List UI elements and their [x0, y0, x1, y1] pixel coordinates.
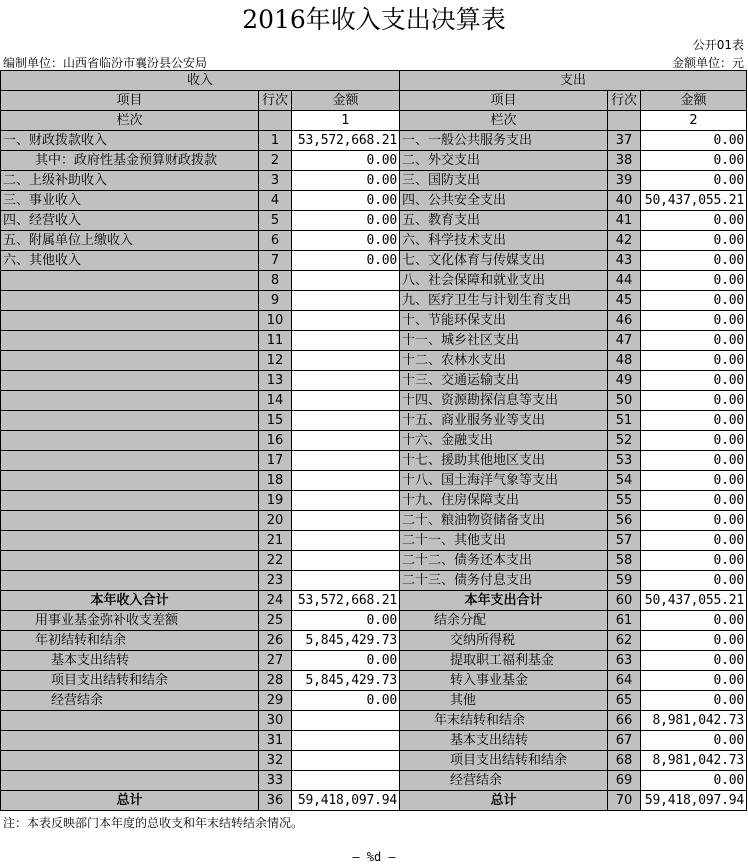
expense-item-cell[interactable]: 提取职工福利基金 [400, 651, 608, 671]
income-column-no[interactable]: 1 [292, 111, 400, 131]
expense-item-cell[interactable]: 九、医疗卫生与计划生育支出 [400, 291, 608, 311]
table-row [1, 331, 747, 351]
table-row [1, 511, 747, 531]
expense-line-header[interactable]: 行次 [608, 91, 641, 111]
income-line-cell[interactable]: 5 [259, 211, 292, 231]
income-line-cell[interactable]: 17 [259, 451, 292, 471]
income-line-cell[interactable]: 31 [259, 731, 292, 751]
income-line-cell[interactable]: 22 [259, 551, 292, 571]
expense-amount-cell[interactable]: 50,437,055.21 [641, 591, 747, 611]
income-line-cell[interactable]: 36 [259, 791, 292, 811]
expense-amount-cell[interactable]: 0.00 [641, 171, 747, 191]
table-row [1, 771, 747, 791]
income-amount-cell[interactable]: 0.00 [292, 211, 400, 231]
income-item-cell[interactable]: 年初结转和结余 [1, 631, 259, 651]
income-line-cell[interactable]: 12 [259, 351, 292, 371]
expense-line-cell[interactable]: 49 [608, 371, 641, 391]
income-line-header[interactable]: 行次 [259, 91, 292, 111]
table-row [1, 171, 747, 191]
table-row [1, 711, 747, 731]
income-line-cell[interactable]: 23 [259, 571, 292, 591]
expense-amount-cell[interactable]: 0.00 [641, 371, 747, 391]
income-amount-cell[interactable] [292, 751, 400, 771]
expense-item-cell[interactable]: 二、外交支出 [400, 151, 608, 171]
income-item-cell[interactable] [1, 391, 259, 411]
income-amount-cell[interactable] [292, 431, 400, 451]
table-row [1, 211, 747, 231]
expense-item-cell[interactable]: 十四、资源勘探信息等支出 [400, 391, 608, 411]
section-header-row [1, 71, 747, 91]
table-row [1, 351, 747, 371]
expense-item-cell[interactable]: 三、国防支出 [400, 171, 608, 191]
table-row [1, 371, 747, 391]
income-amount-cell[interactable] [292, 411, 400, 431]
income-amount-cell[interactable]: 0.00 [292, 611, 400, 631]
expense-line-cell[interactable]: 65 [608, 691, 641, 711]
income-item-header[interactable]: 项目 [1, 91, 259, 111]
table-row [1, 731, 747, 751]
income-line-cell[interactable]: 32 [259, 751, 292, 771]
table-row [1, 551, 747, 571]
income-amount-cell[interactable]: 53,572,668.21 [292, 131, 400, 151]
expense-amount-cell[interactable]: 0.00 [641, 551, 747, 571]
income-amount-cell[interactable] [292, 551, 400, 571]
table-code: 公开01表 [692, 38, 744, 52]
income-amount-cell[interactable] [292, 311, 400, 331]
expense-section-header[interactable]: 支出 [400, 71, 747, 91]
expense-line-cell[interactable]: 48 [608, 351, 641, 371]
expense-amount-cell[interactable]: 0.00 [641, 631, 747, 651]
income-amount-header[interactable]: 金额 [292, 91, 400, 111]
expense-line-cell[interactable]: 38 [608, 151, 641, 171]
income-item-cell[interactable]: 本年收入合计 [1, 591, 259, 611]
income-amount-cell[interactable]: 5,845,429.73 [292, 631, 400, 651]
expense-line-cell[interactable]: 62 [608, 631, 641, 651]
income-amount-cell[interactable]: 0.00 [292, 691, 400, 711]
income-amount-cell[interactable]: 59,418,097.94 [292, 791, 400, 811]
budget-table [0, 70, 747, 811]
expense-item-cell[interactable]: 十、节能环保支出 [400, 311, 608, 331]
income-section-header[interactable]: 收入 [1, 71, 400, 91]
income-item-cell[interactable] [1, 331, 259, 351]
income-line-cell[interactable]: 26 [259, 631, 292, 651]
income-line-cell[interactable]: 14 [259, 391, 292, 411]
expense-item-cell[interactable]: 交纳所得税 [400, 631, 608, 651]
expense-item-cell[interactable]: 其他 [400, 691, 608, 711]
table-row [1, 231, 747, 251]
income-line-cell[interactable]: 18 [259, 471, 292, 491]
expense-amount-cell[interactable]: 0.00 [641, 251, 747, 271]
income-item-cell[interactable]: 用事业基金弥补收支差额 [1, 611, 259, 631]
expense-amount-cell[interactable]: 0.00 [641, 151, 747, 171]
income-line-empty[interactable] [259, 111, 292, 131]
expense-line-cell[interactable]: 63 [608, 651, 641, 671]
expense-line-cell[interactable]: 55 [608, 491, 641, 511]
table-row [1, 431, 747, 451]
income-amount-cell[interactable] [292, 531, 400, 551]
expense-line-cell[interactable]: 70 [608, 791, 641, 811]
income-item-cell[interactable]: 三、事业收入 [1, 191, 259, 211]
income-item-cell[interactable] [1, 451, 259, 471]
income-line-cell[interactable]: 29 [259, 691, 292, 711]
income-line-cell[interactable]: 8 [259, 271, 292, 291]
income-amount-cell[interactable]: 0.00 [292, 251, 400, 271]
expense-item-cell[interactable]: 十五、商业服务业等支出 [400, 411, 608, 431]
table-row [1, 251, 747, 271]
expense-line-cell[interactable]: 58 [608, 551, 641, 571]
table-row [1, 311, 747, 331]
expense-line-cell[interactable]: 67 [608, 731, 641, 751]
expense-amount-cell[interactable]: 0.00 [641, 531, 747, 551]
expense-line-cell[interactable]: 66 [608, 711, 641, 731]
column-header-row [1, 91, 747, 111]
expense-item-cell[interactable]: 十一、城乡社区支出 [400, 331, 608, 351]
income-item-cell[interactable] [1, 771, 259, 791]
expense-line-cell[interactable]: 42 [608, 231, 641, 251]
expense-line-cell[interactable]: 50 [608, 391, 641, 411]
income-amount-cell[interactable] [292, 471, 400, 491]
income-line-cell[interactable]: 9 [259, 291, 292, 311]
page-footer: — %d — [352, 850, 396, 864]
expense-item-cell[interactable]: 二十三、债务付息支出 [400, 571, 608, 591]
income-line-cell[interactable]: 7 [259, 251, 292, 271]
expense-amount-cell[interactable]: 0.00 [641, 351, 747, 371]
income-amount-cell[interactable] [292, 331, 400, 351]
expense-amount-cell[interactable]: 0.00 [641, 651, 747, 671]
income-amount-cell[interactable]: 0.00 [292, 171, 400, 191]
expense-amount-cell[interactable]: 0.00 [641, 331, 747, 351]
column-number-row [1, 111, 747, 131]
expense-item-cell[interactable]: 结余分配 [400, 611, 608, 631]
expense-amount-cell[interactable]: 0.00 [641, 211, 747, 231]
expense-line-cell[interactable]: 57 [608, 531, 641, 551]
income-amount-cell[interactable] [292, 511, 400, 531]
expense-item-cell[interactable]: 十八、国土海洋气象等支出 [400, 471, 608, 491]
expense-item-cell[interactable]: 二十一、其他支出 [400, 531, 608, 551]
expense-amount-cell[interactable]: 50,437,055.21 [641, 191, 747, 211]
income-line-cell[interactable]: 33 [259, 771, 292, 791]
table-row [1, 751, 747, 771]
income-amount-cell[interactable]: 0.00 [292, 191, 400, 211]
table-row [1, 271, 747, 291]
expense-item-cell[interactable]: 六、科学技术支出 [400, 231, 608, 251]
expense-item-cell[interactable]: 十六、金融支出 [400, 431, 608, 451]
expense-item-cell[interactable]: 经营结余 [400, 771, 608, 791]
expense-column-no[interactable]: 2 [641, 111, 747, 131]
expense-amount-cell[interactable]: 0.00 [641, 391, 747, 411]
table-row [1, 291, 747, 311]
income-amount-cell[interactable] [292, 391, 400, 411]
income-item-cell[interactable] [1, 491, 259, 511]
income-amount-cell[interactable] [292, 271, 400, 291]
expense-column-no-label[interactable]: 栏次 [400, 111, 608, 131]
expense-line-cell[interactable]: 52 [608, 431, 641, 451]
income-line-cell[interactable]: 1 [259, 131, 292, 151]
expense-amount-cell[interactable]: 0.00 [641, 311, 747, 331]
table-row [1, 531, 747, 551]
income-amount-cell[interactable] [292, 291, 400, 311]
table-row [1, 691, 747, 711]
income-line-cell[interactable]: 19 [259, 491, 292, 511]
expense-line-cell[interactable]: 39 [608, 171, 641, 191]
income-item-cell[interactable] [1, 531, 259, 551]
table-row [1, 471, 747, 491]
income-item-cell[interactable] [1, 351, 259, 371]
expense-line-cell[interactable]: 41 [608, 211, 641, 231]
income-line-cell[interactable]: 11 [259, 331, 292, 351]
org-label: 编制单位：山西省临汾市襄汾县公安局 [3, 56, 208, 70]
expense-amount-cell[interactable]: 0.00 [641, 691, 747, 711]
income-line-cell[interactable]: 28 [259, 671, 292, 691]
expense-line-cell[interactable]: 43 [608, 251, 641, 271]
income-item-cell[interactable] [1, 471, 259, 491]
income-amount-cell[interactable]: 5,845,429.73 [292, 671, 400, 691]
income-item-cell[interactable] [1, 411, 259, 431]
expense-line-cell[interactable]: 45 [608, 291, 641, 311]
expense-amount-cell[interactable]: 0.00 [641, 771, 747, 791]
income-line-cell[interactable]: 10 [259, 311, 292, 331]
income-item-cell[interactable]: 五、附属单位上缴收入 [1, 231, 259, 251]
expense-amount-cell[interactable]: 0.00 [641, 451, 747, 471]
expense-line-cell[interactable]: 61 [608, 611, 641, 631]
income-line-cell[interactable]: 6 [259, 231, 292, 251]
expense-line-cell[interactable]: 40 [608, 191, 641, 211]
expense-item-cell[interactable]: 七、文化体育与传媒支出 [400, 251, 608, 271]
expense-line-cell[interactable]: 68 [608, 751, 641, 771]
expense-line-cell[interactable]: 37 [608, 131, 641, 151]
income-line-cell[interactable]: 13 [259, 371, 292, 391]
expense-item-cell[interactable]: 一、一般公共服务支出 [400, 131, 608, 151]
income-item-cell[interactable] [1, 311, 259, 331]
income-line-cell[interactable]: 3 [259, 171, 292, 191]
income-line-cell[interactable]: 25 [259, 611, 292, 631]
table-row [1, 611, 747, 631]
income-amount-cell[interactable]: 0.00 [292, 151, 400, 171]
income-item-cell[interactable]: 总计 [1, 791, 259, 811]
income-item-cell[interactable] [1, 291, 259, 311]
table-row [1, 651, 747, 671]
income-item-cell[interactable] [1, 371, 259, 391]
expense-line-empty[interactable] [608, 111, 641, 131]
expense-amount-cell[interactable]: 0.00 [641, 271, 747, 291]
income-amount-cell[interactable] [292, 351, 400, 371]
income-line-cell[interactable]: 21 [259, 531, 292, 551]
table-row [1, 791, 747, 811]
table-row [1, 491, 747, 511]
income-line-cell[interactable]: 30 [259, 711, 292, 731]
expense-item-cell[interactable]: 五、教育支出 [400, 211, 608, 231]
expense-amount-cell[interactable]: 0.00 [641, 671, 747, 691]
expense-line-cell[interactable]: 51 [608, 411, 641, 431]
income-line-cell[interactable]: 16 [259, 431, 292, 451]
expense-amount-cell[interactable]: 0.00 [641, 431, 747, 451]
expense-amount-cell[interactable]: 0.00 [641, 731, 747, 751]
income-item-cell[interactable] [1, 731, 259, 751]
page-title: 2016年收入支出决算表 [242, 5, 506, 34]
income-line-cell[interactable]: 4 [259, 191, 292, 211]
table-row [1, 671, 747, 691]
expense-item-cell[interactable]: 基本支出结转 [400, 731, 608, 751]
income-line-cell[interactable]: 15 [259, 411, 292, 431]
income-column-no-label[interactable]: 栏次 [1, 111, 259, 131]
income-item-cell[interactable]: 基本支出结转 [1, 651, 259, 671]
income-amount-cell[interactable] [292, 491, 400, 511]
income-item-cell[interactable] [1, 551, 259, 571]
unit-label: 金额单位：元 [671, 56, 744, 70]
table-row [1, 451, 747, 471]
income-item-cell[interactable] [1, 571, 259, 591]
expense-amount-cell[interactable]: 8,981,042.73 [641, 711, 747, 731]
expense-amount-header[interactable]: 金额 [641, 91, 747, 111]
income-amount-cell[interactable]: 0.00 [292, 651, 400, 671]
expense-item-cell[interactable]: 二十二、债务还本支出 [400, 551, 608, 571]
table-row [1, 591, 747, 611]
income-item-cell[interactable]: 一、财政拨款收入 [1, 131, 259, 151]
expense-item-cell[interactable]: 四、公共安全支出 [400, 191, 608, 211]
income-line-cell[interactable]: 24 [259, 591, 292, 611]
expense-line-cell[interactable]: 64 [608, 671, 641, 691]
income-item-cell[interactable] [1, 751, 259, 771]
income-item-cell[interactable]: 四、经营收入 [1, 211, 259, 231]
expense-amount-cell[interactable]: 0.00 [641, 491, 747, 511]
expense-amount-cell[interactable]: 0.00 [641, 411, 747, 431]
income-amount-cell[interactable]: 53,572,668.21 [292, 591, 400, 611]
expense-item-cell[interactable]: 总计 [400, 791, 608, 811]
income-item-cell[interactable]: 其中：政府性基金预算财政拨款 [1, 151, 259, 171]
expense-item-cell[interactable]: 二十、粮油物资储备支出 [400, 511, 608, 531]
expense-item-cell[interactable]: 八、社会保障和就业支出 [400, 271, 608, 291]
income-amount-cell[interactable] [292, 771, 400, 791]
expense-amount-cell[interactable]: 0.00 [641, 131, 747, 151]
income-line-cell[interactable]: 2 [259, 151, 292, 171]
income-item-cell[interactable] [1, 431, 259, 451]
income-item-cell[interactable]: 经营结余 [1, 691, 259, 711]
expense-item-header[interactable]: 项目 [400, 91, 608, 111]
expense-item-cell[interactable]: 十七、援助其他地区支出 [400, 451, 608, 471]
expense-amount-cell[interactable]: 0.00 [641, 291, 747, 311]
income-item-cell[interactable]: 项目支出结转和结余 [1, 671, 259, 691]
income-line-cell[interactable]: 27 [259, 651, 292, 671]
expense-line-cell[interactable]: 56 [608, 511, 641, 531]
income-item-cell[interactable] [1, 511, 259, 531]
table-row [1, 631, 747, 651]
expense-line-cell[interactable]: 69 [608, 771, 641, 791]
expense-item-cell[interactable]: 十三、交通运输支出 [400, 371, 608, 391]
expense-amount-cell[interactable]: 0.00 [641, 231, 747, 251]
income-item-cell[interactable]: 二、上级补助收入 [1, 171, 259, 191]
expense-amount-cell[interactable]: 8,981,042.73 [641, 751, 747, 771]
expense-amount-cell[interactable]: 0.00 [641, 571, 747, 591]
table-row [1, 571, 747, 591]
income-line-cell[interactable]: 20 [259, 511, 292, 531]
expense-amount-cell[interactable]: 0.00 [641, 611, 747, 631]
expense-line-cell[interactable]: 46 [608, 311, 641, 331]
expense-amount-cell[interactable]: 0.00 [641, 511, 747, 531]
income-amount-cell[interactable] [292, 571, 400, 591]
income-item-cell[interactable] [1, 271, 259, 291]
expense-item-cell[interactable]: 项目支出结转和结余 [400, 751, 608, 771]
table-row [1, 131, 747, 151]
table-note: 注：本表反映部门本年度的总收支和年末结转结余情况。 [3, 816, 304, 830]
expense-item-cell[interactable]: 十二、农林水支出 [400, 351, 608, 371]
expense-item-cell[interactable]: 十九、住房保障支出 [400, 491, 608, 511]
expense-item-cell[interactable]: 年末结转和结余 [400, 711, 608, 731]
income-amount-cell[interactable] [292, 731, 400, 751]
table-row [1, 411, 747, 431]
expense-amount-cell[interactable]: 0.00 [641, 471, 747, 491]
income-amount-cell[interactable] [292, 711, 400, 731]
expense-line-cell[interactable]: 44 [608, 271, 641, 291]
expense-line-cell[interactable]: 53 [608, 451, 641, 471]
income-item-cell[interactable]: 六、其他收入 [1, 251, 259, 271]
table-row [1, 191, 747, 211]
expense-line-cell[interactable]: 54 [608, 471, 641, 491]
income-amount-cell[interactable] [292, 451, 400, 471]
table-row [1, 391, 747, 411]
expense-item-cell[interactable]: 转入事业基金 [400, 671, 608, 691]
income-amount-cell[interactable] [292, 371, 400, 391]
expense-item-cell[interactable]: 本年支出合计 [400, 591, 608, 611]
expense-line-cell[interactable]: 59 [608, 571, 641, 591]
expense-amount-cell[interactable]: 59,418,097.94 [641, 791, 747, 811]
expense-line-cell[interactable]: 47 [608, 331, 641, 351]
income-item-cell[interactable] [1, 711, 259, 731]
income-amount-cell[interactable]: 0.00 [292, 231, 400, 251]
table-row [1, 151, 747, 171]
expense-line-cell[interactable]: 60 [608, 591, 641, 611]
